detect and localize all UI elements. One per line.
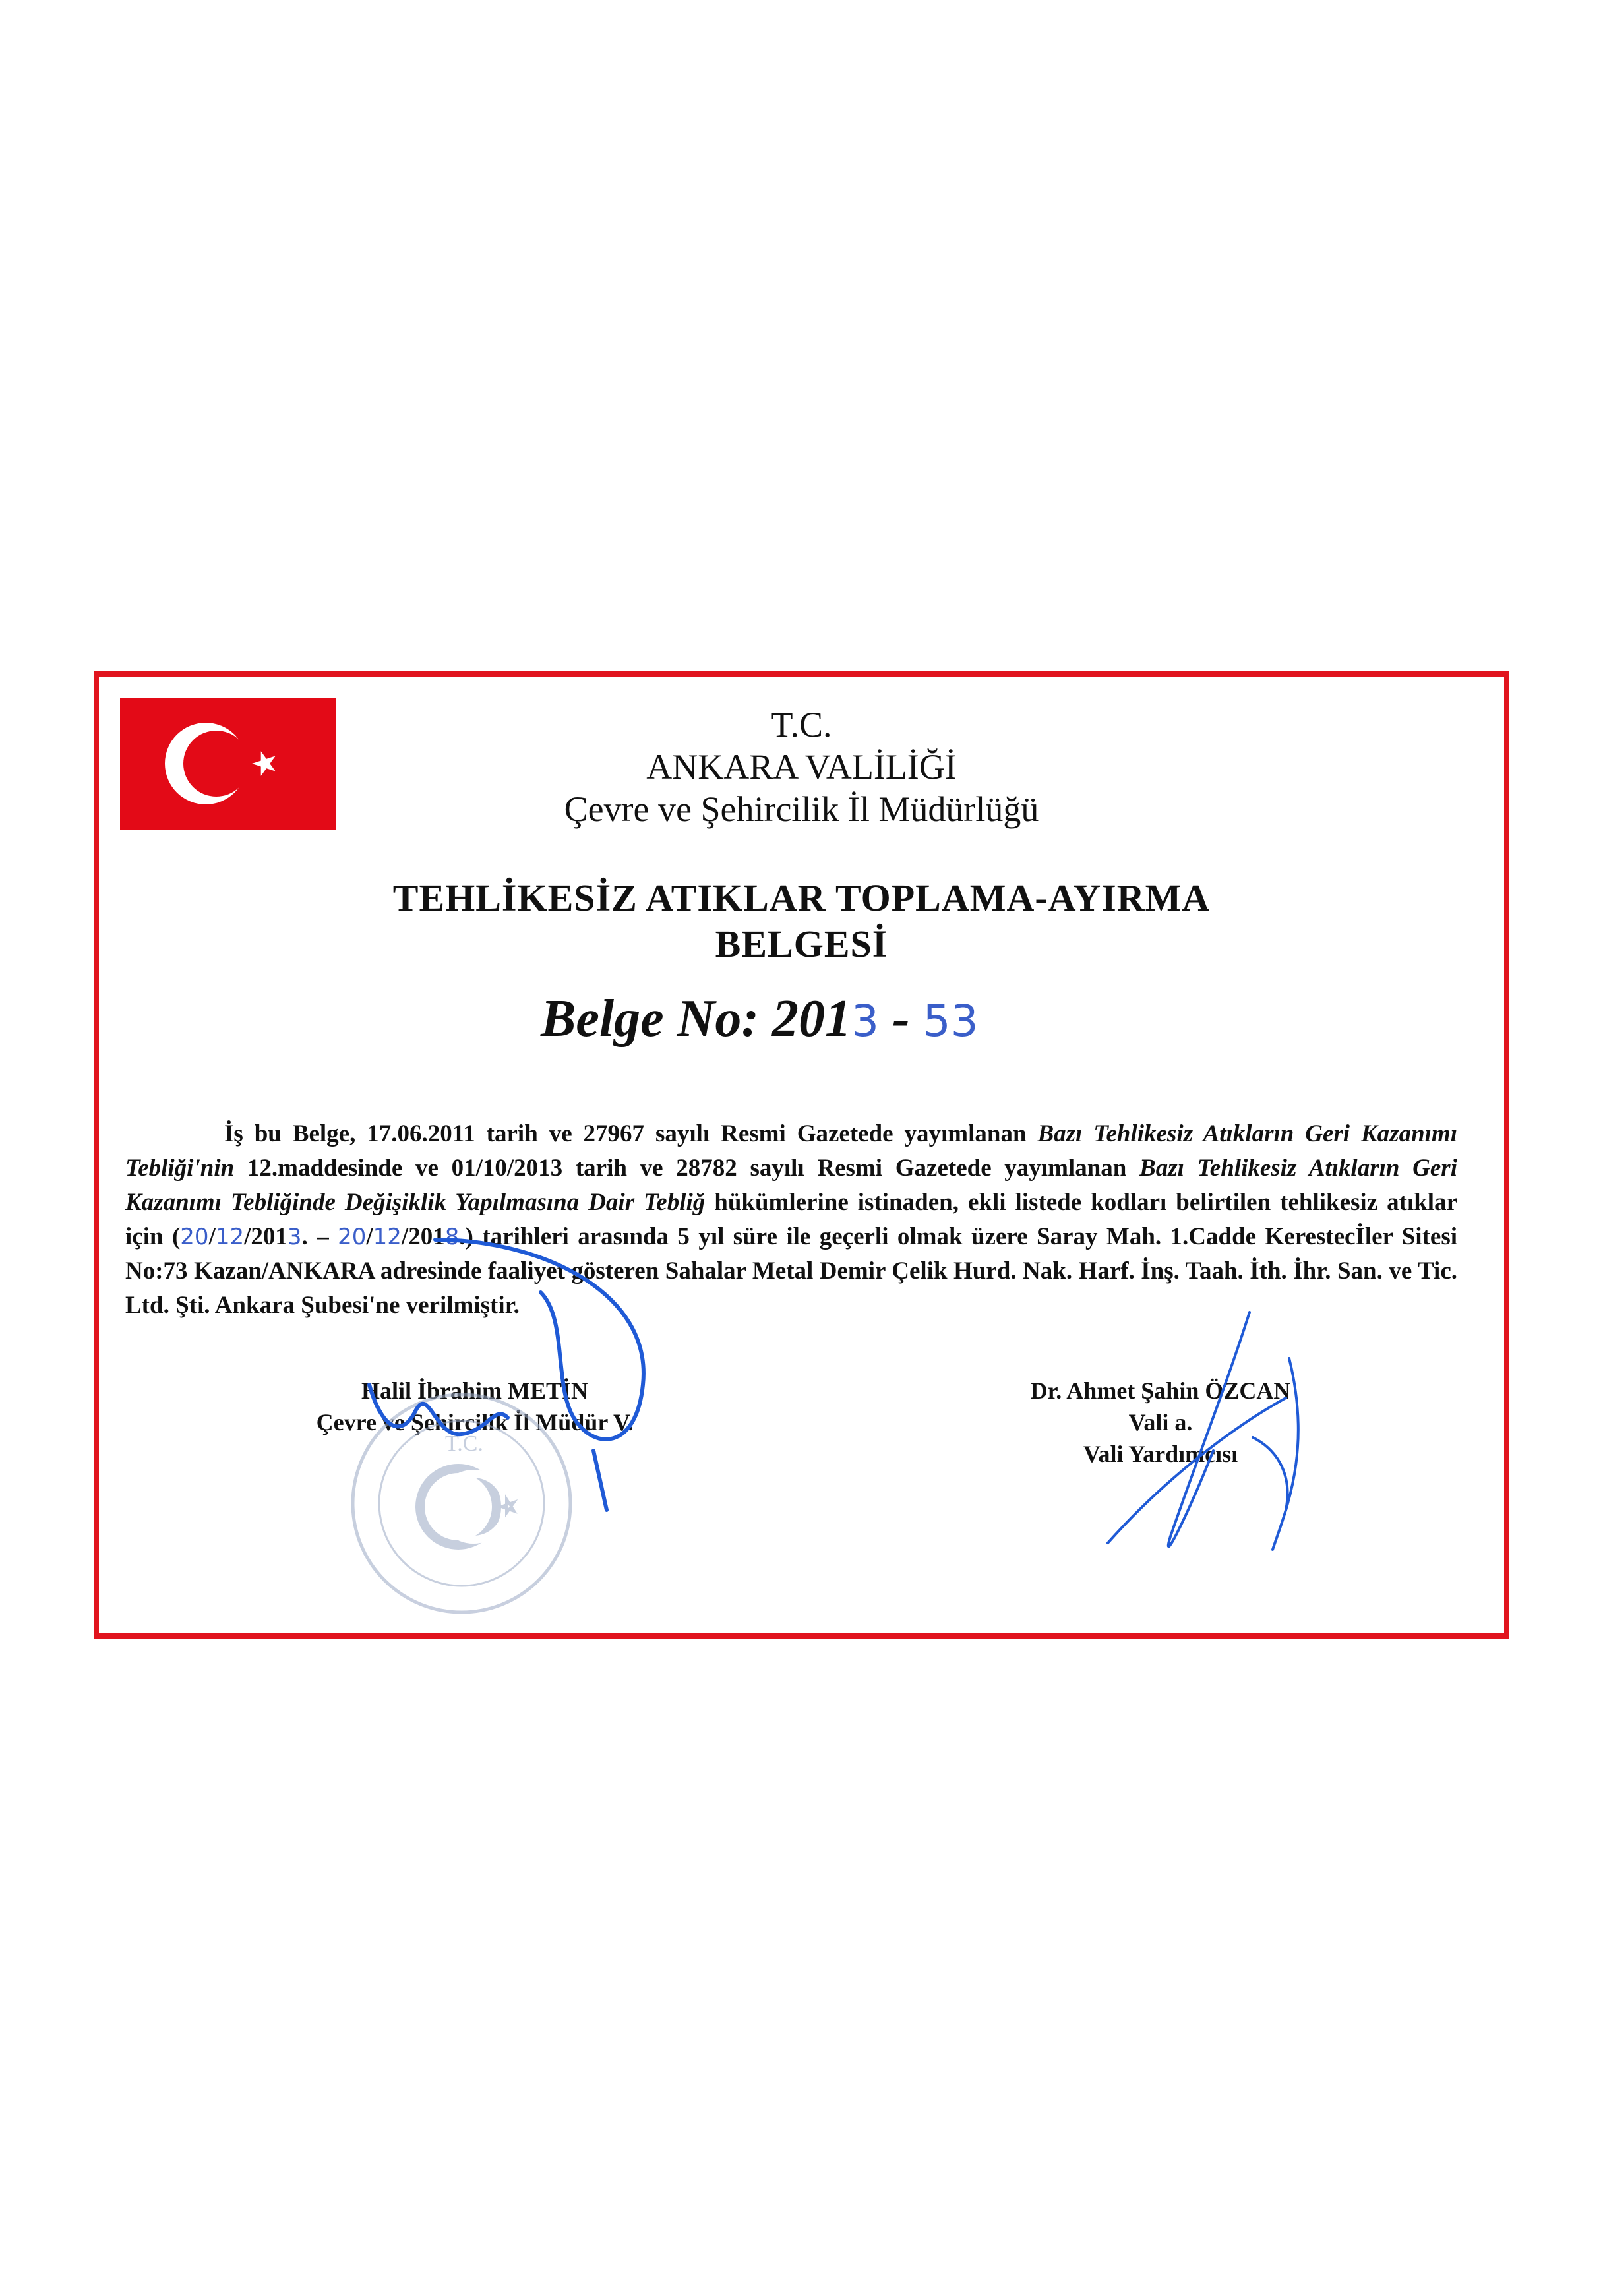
body-text-3: hükümlerine istinaden, ekli listede kodları belirtilen tehlikesiz atıklar için ( (125, 1189, 1457, 1250)
end-month-handwritten: 12 (373, 1224, 402, 1250)
body-regulation-1: Bazı Tehlikesiz Atıkların Geri Kazanımı Tebliği'nin (125, 1120, 1457, 1182)
end-year-printed: /201 (401, 1223, 445, 1250)
date-slash: / (208, 1223, 216, 1250)
signatory-left-title: Çevre ve Şehircilik İl Müdür V. (316, 1409, 634, 1435)
body-text-4: .) tarihleri arasında 5 yıl süre ile geçerli olmak üzere Saray Mah. 1.Cadde Kerestecİler Sitesi No:73 Kazan/ANKARA adresinde faaliyet gösteren Sahalar Metal Demir Çelik Hurd. Nak. Harf. İnş. Taah. İth. İhr. San. ve Tic. Ltd. Şti. Ankara Şubesi'ne verilmiştir. (125, 1223, 1457, 1319)
body-text-2: 12.maddesinde ve 01/10/2013 tarih ve 28782 sayılı Resmi Gazetede yayımlanan (234, 1155, 1140, 1182)
left-signature-icon (369, 1240, 644, 1510)
signatory-right-title1: Vali a. (1128, 1409, 1193, 1435)
document-title: TEHLİKESİZ ATIKLAR TOPLAMA-AYIRMA (392, 876, 1211, 919)
end-year-handwritten: 8 (444, 1224, 460, 1250)
signatory-right-title2: Vali Yardımcısı (1083, 1441, 1238, 1467)
certificate-year: 201 (772, 990, 852, 1048)
certificate-number-handwritten: 53 (922, 996, 979, 1046)
certificate-number-separator: - (879, 990, 923, 1048)
signatory-left-name: Halil İbrahim METİN (361, 1377, 589, 1404)
header-governorship: ANKARA VALİLİĞİ (646, 747, 957, 787)
seal-text: T.C. (445, 1432, 483, 1456)
certificate-year-handwritten: 3 (851, 996, 880, 1046)
start-year-printed: /201 (244, 1223, 287, 1250)
header-directorate: Çevre ve Şehircilik İl Müdürlüğü (564, 789, 1039, 829)
body-text-1: İş bu Belge, 17.06.2011 tarih ve 27967 sayılı Resmi Gazetede yayımlanan (224, 1120, 1038, 1147)
official-seal-icon (353, 1395, 570, 1612)
end-day-handwritten: 20 (338, 1224, 367, 1250)
start-month-handwritten: 12 (215, 1224, 245, 1250)
document-title-line2: BELGESİ (715, 922, 888, 965)
date-range-dash: . – (301, 1223, 338, 1250)
header-tc: T.C. (771, 705, 832, 744)
start-year-handwritten: 3 (287, 1224, 302, 1250)
body-regulation-2: Bazı Tehlikesiz Atıkların Geri Kazanımı Tebliğinde Değişiklik Yapılmasına Dair Tebliğ (125, 1155, 1457, 1216)
start-day-handwritten: 20 (180, 1224, 209, 1250)
signatory-right-name: Dr. Ahmet Şahin ÖZCAN (1030, 1377, 1291, 1404)
certificate-number-label: Belge No: (541, 990, 773, 1048)
date-slash: / (366, 1223, 373, 1250)
right-signature-icon (1108, 1312, 1298, 1550)
